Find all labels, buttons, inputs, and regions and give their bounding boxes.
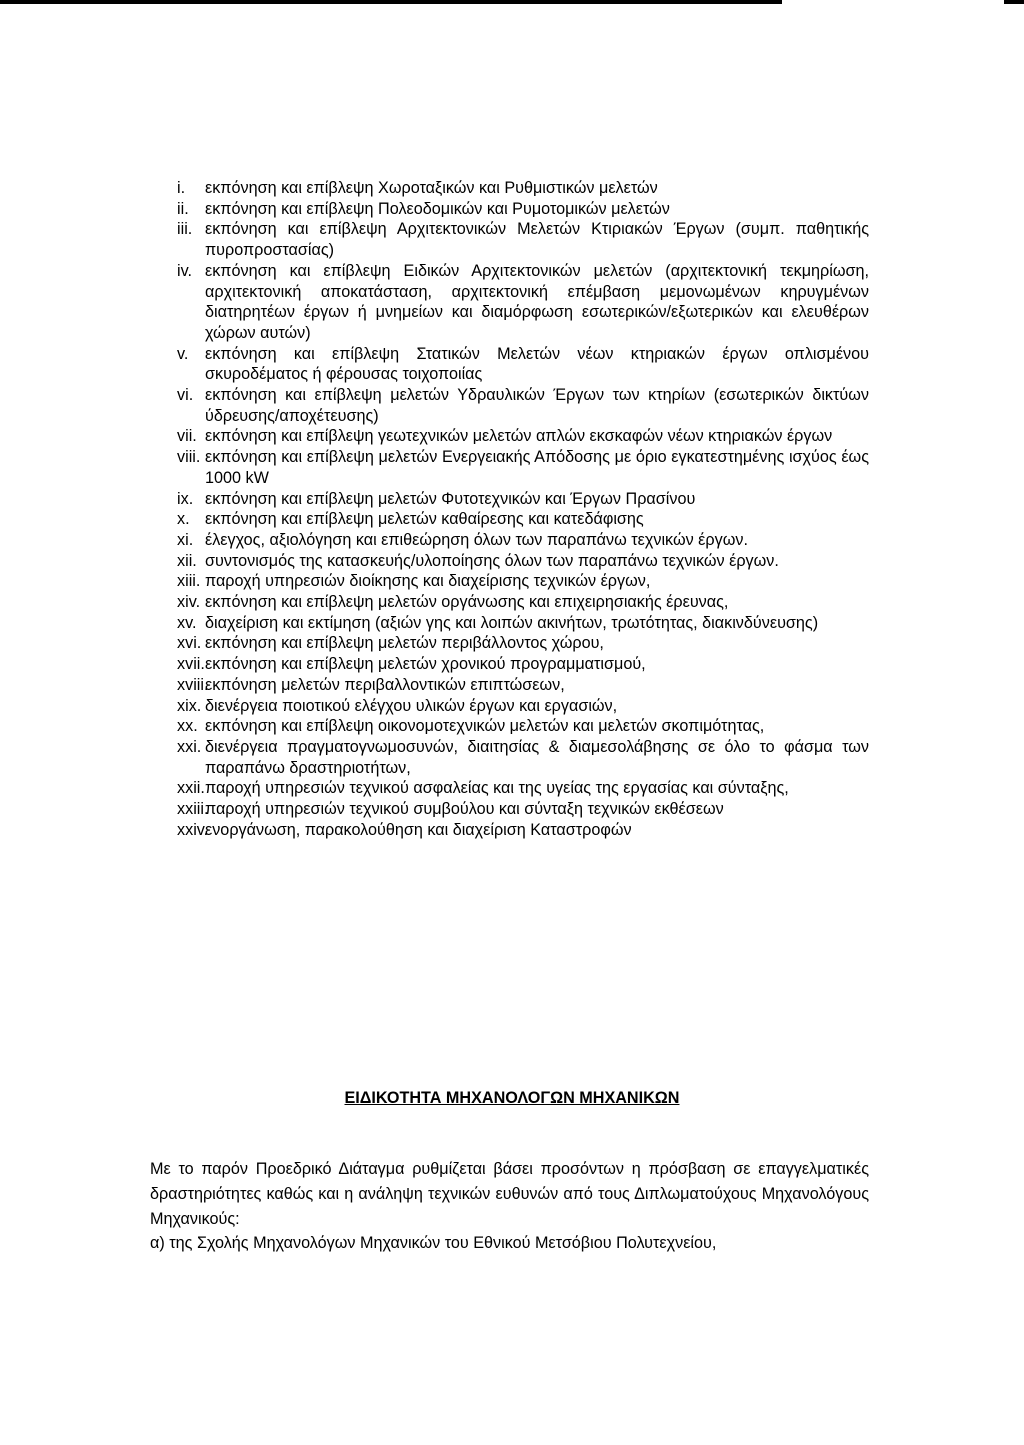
- item-number: xx.: [177, 717, 198, 736]
- item-text: παροχή υπηρεσιών διοίκησης και διαχείρισης τεχνικών έργων,: [205, 572, 651, 591]
- item-number: xii.: [177, 551, 197, 570]
- item-number: xxiii.: [177, 800, 209, 819]
- list-item: [177, 261, 869, 344]
- item-text: εκπόνηση και επίβλεψη μελετών οργάνωσης και επιχειρησιακής έρευνας,: [205, 593, 729, 612]
- list-item: [177, 426, 869, 447]
- list-item: [177, 799, 869, 820]
- intro-paragraph: [150, 1157, 869, 1256]
- section-heading: ΕΙΔΙΚΟΤΗΤΑ ΜΗΧΑΝΟΛΟΓΩΝ ΜΗΧΑΝΙΚΩΝ: [344, 1089, 680, 1107]
- list-item: [177, 592, 869, 613]
- scan-edge-dark-right: [1004, 0, 1024, 4]
- item-text: συντονισμός της κατασκευής/υλοποίησης όλων των παραπάνω τεχνικών έργων.: [205, 551, 779, 570]
- item-text: εκπόνηση και επίβλεψη Αρχιτεκτονικών Μελετών Κτιριακών Έργων (συμπ. παθητικής πυροπροστασίας): [205, 220, 869, 260]
- list-item: [177, 696, 869, 717]
- item-text: εκπόνηση και επίβλεψη Στατικών Μελετών νέων κτηριακών έργων οπλισμένου σκυροδέματος ή φέρουσας τοιχοποιίας: [205, 344, 869, 384]
- list-item: [177, 199, 869, 220]
- item-number: ii.: [177, 199, 189, 218]
- item-text: εκπόνηση και επίβλεψη μελετών Ενεργειακής Απόδοσης με όριο εγκατεστημένης ισχύος έως 1000 kW: [205, 448, 869, 487]
- list-item: [177, 509, 869, 530]
- list-item: [177, 571, 869, 592]
- item-text: διενέργεια ποιοτικού ελέγχου υλικών έργων και εργασιών,: [205, 696, 618, 715]
- numbered-list: [177, 178, 869, 841]
- scan-edge-dark: [0, 0, 782, 4]
- list-item: [177, 716, 869, 737]
- item-text: διενέργεια πραγματογνωμοσυνών, διαιτησίας & διαμεσολάβησης σε όλο το φάσμα των παραπάνω δραστηριοτήτων,: [205, 737, 869, 777]
- list-item: [177, 613, 869, 634]
- item-text: εκπόνηση και επίβλεψη μελετών Φυτοτεχνικών και Έργων Πρασίνου: [205, 489, 696, 508]
- item-text: εκπόνηση και επίβλεψη οικονομοτεχνικών μελετών και μελετών σκοπιμότητας,: [205, 717, 765, 736]
- item-number: xviii.: [177, 675, 209, 694]
- item-number: v.: [177, 344, 189, 363]
- item-number: i.: [177, 179, 186, 197]
- item-number: vi.: [177, 386, 194, 405]
- item-number: xvi.: [177, 634, 202, 653]
- item-number: xxi.: [177, 737, 202, 756]
- item-text: ενοργάνωση, παρακολούθηση και διαχείριση Καταστροφών: [205, 820, 632, 839]
- item-text: εκπόνηση και επίβλεψη Χωροταξικών και Ρυθμιστικών μελετών: [205, 179, 658, 197]
- item-number: xv.: [177, 613, 197, 632]
- item-text: εκπόνηση και επίβλεψη μελετών Υδραυλικών Έργων των κτηρίων (εσωτερικών δικτύων ύδρευσης/αποχέτευσης): [205, 386, 869, 425]
- item-text: εκπόνηση και επίβλεψη γεωτεχνικών μελετών απλών εκσκαφών νέων κτηριακών έργων: [205, 427, 833, 446]
- list-item: [177, 778, 869, 799]
- paragraph-text: Με το παρόν Προεδρικό Διάταγμα ρυθμίζεται βάσει προσόντων η πρόσβαση σε επαγγελματικές δραστηριότητες καθώς και η ανάληψη τεχνικών ευθυνών από τους Διπλωματούχους Μηχανολόγους Μηχανικούς:: [150, 1160, 869, 1228]
- item-number: iii.: [177, 220, 193, 239]
- item-number: xiv.: [177, 593, 201, 612]
- top-scan-edge: [0, 0, 1024, 4]
- item-number: xxii.: [177, 779, 205, 798]
- item-number: viii.: [177, 448, 201, 467]
- item-text: διαχείριση και εκτίμηση (αξιών γης και λοιπών ακινήτων, τρωτότητας, διακινδύνευσης): [205, 613, 819, 632]
- item-text: εκπόνηση και επίβλεψη μελετών καθαίρεσης και κατεδάφισης: [205, 510, 644, 529]
- item-number: ix.: [177, 489, 194, 508]
- list-item: [177, 737, 869, 778]
- list-item: [177, 530, 869, 551]
- list-item: [177, 489, 869, 510]
- list-item: [177, 344, 869, 385]
- item-text: έλεγχος, αξιολόγηση και επιθεώρηση όλων των παραπάνω τεχνικών έργων.: [205, 530, 748, 549]
- item-text: παροχή υπηρεσιών τεχνικού συμβούλου και σύνταξη τεχνικών εκθέσεων: [205, 800, 724, 819]
- list-item: [177, 551, 869, 572]
- item-number: vii.: [177, 427, 197, 446]
- item-text: εκπόνηση και επίβλεψη Ειδικών Αρχιτεκτονικών μελετών (αρχιτεκτονική τεκμηρίωση, αρχιτεκτονική αποκατάσταση, αρχιτεκτονική επέμβαση μεμονωμένων κηρυγμένων διατηρητέων έργων ή μνημείων και διαμόρφωση εσωτερικών/εξωτερικών και ελευθέρων χώρων αυτών): [205, 261, 869, 342]
- item-text: εκπόνηση και επίβλεψη μελετών χρονικού προγραμματισμού,: [205, 655, 646, 674]
- list-item: [177, 219, 869, 260]
- list-item: [177, 633, 869, 654]
- item-text: εκπόνηση και επίβλεψη μελετών περιβάλλοντος χώρου,: [205, 634, 604, 653]
- list-item: [177, 447, 869, 488]
- item-number: iv.: [177, 261, 192, 280]
- item-text: παροχή υπηρεσιών τεχνικού ασφαλείας και της υγείας της εργασίας και σύνταξης,: [205, 779, 789, 798]
- paragraph-subitem: α) της Σχολής Μηχανολόγων Μηχανικών του Εθνικού Μετσόβιου Πολυτεχνείου,: [150, 1234, 717, 1253]
- list-item: [177, 820, 869, 841]
- list-item: [177, 178, 869, 199]
- list-item: [177, 675, 869, 696]
- item-number: xxiv.: [177, 820, 209, 839]
- list-item: [177, 385, 869, 426]
- item-number: xiii.: [177, 572, 201, 591]
- item-text: εκπόνηση μελετών περιβαλλοντικών επιπτώσεων,: [205, 675, 565, 694]
- item-number: x.: [177, 510, 190, 529]
- item-text: εκπόνηση και επίβλεψη Πολεοδομικών και Ρυμοτομικών μελετών: [205, 199, 670, 218]
- list-item: [177, 654, 869, 675]
- item-number: xi.: [177, 530, 194, 549]
- item-number: xvii.: [177, 655, 205, 674]
- item-number: xix.: [177, 696, 202, 715]
